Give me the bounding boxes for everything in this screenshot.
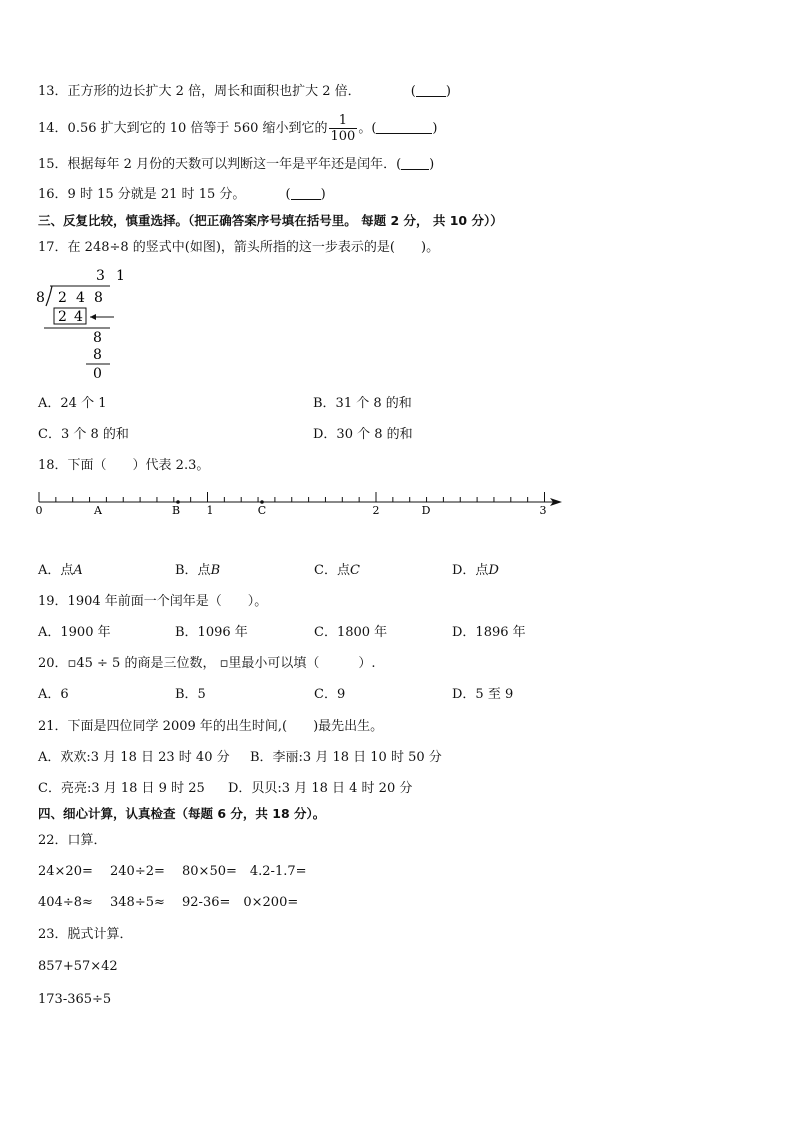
q19-option-d[interactable]: D．1896 年 <box>452 625 526 640</box>
question-20-text: 20．▫45 ÷ 5 的商是三位数， ▫里最小可以填（ ）. <box>38 656 376 671</box>
question-19-text: 19．1904 年前面一个闰年是（ ）。 <box>38 594 268 609</box>
expression-2: 173-365÷5 <box>38 992 112 1007</box>
q19-option-a[interactable]: A．1900 年 <box>38 625 111 640</box>
remainder-0: 0 <box>93 366 102 382</box>
pointer-arrow-icon <box>90 314 96 320</box>
number-line <box>30 484 570 520</box>
question-13-text: 13．正方形的边长扩大 2 倍，周长和面积也扩大 2 倍． <box>38 84 361 99</box>
numberline-label-2: 2 <box>372 504 380 517</box>
numberline-label-3: 3 <box>539 504 547 517</box>
dividend-digit-8: 8 <box>94 290 103 306</box>
q20-option-b[interactable]: B．5 <box>175 687 206 702</box>
dividend-digit-4: 4 <box>76 290 85 306</box>
question-14: 14．0.56 扩大到它的 10 倍等于 560 缩小到它的 $\frac{1}{100}$ 。( ) <box>38 113 438 144</box>
q17-option-d[interactable]: D．30 个 8 的和 <box>313 427 413 442</box>
quotient-digit-3: 3 <box>96 268 105 284</box>
q18-option-d[interactable]: D．点D <box>452 563 499 578</box>
numberline-label-1: 1 <box>206 504 214 517</box>
answer-blank-15[interactable] <box>401 157 429 170</box>
q19-option-b[interactable]: B．1096 年 <box>175 625 248 640</box>
numberline-label-a: A <box>94 504 102 517</box>
question-14-text: 14．0.56 扩大到它的 10 倍等于 560 缩小到它的 <box>38 121 328 136</box>
q17-option-c[interactable]: C．3 个 8 的和 <box>38 427 129 442</box>
long-division-figure <box>30 262 130 386</box>
mental-math-row-2: 404÷8≈ 348÷5≈ 92-36= 0×200= <box>38 895 299 910</box>
numberline-label-d: D <box>421 504 431 517</box>
question-17-text: 17．在 248÷8 的竖式中(如图)，箭头所指的这一步表示的是( )。 <box>38 240 440 255</box>
q20-option-a[interactable]: A．6 <box>38 687 69 702</box>
question-18-text: 18．下面（ ）代表 2.3。 <box>38 458 210 473</box>
step1-digit-2: 2 <box>58 309 67 325</box>
q21-option-c[interactable]: C．亮亮:3 月 18 日 9 时 25 <box>38 781 205 796</box>
q20-option-d[interactable]: D．5 至 9 <box>452 687 514 702</box>
answer-blank-13[interactable] <box>416 84 446 97</box>
question-21-text: 21．下面是四位同学 2009 年的出生时间,( )最先出生。 <box>38 719 384 734</box>
q17-option-b[interactable]: B．31 个 8 的和 <box>313 396 412 411</box>
q21-option-b[interactable]: B．李丽:3 月 18 日 10 时 50 分 <box>250 750 442 765</box>
question-22-text: 22．口算． <box>38 833 107 848</box>
numberline-label-b: B <box>171 504 181 517</box>
numberline-label-c: C <box>257 504 267 517</box>
question-15-text: 15．根据每年 2 月份的天数可以判断这一年是平年还是闰年．( <box>38 157 402 172</box>
step3-8: 8 <box>93 347 102 363</box>
q17-option-a[interactable]: A．24 个 1 <box>38 396 107 411</box>
q18-option-c[interactable]: C．点C <box>314 563 360 578</box>
q21-option-a[interactable]: A．欢欢:3 月 18 日 23 时 40 分 <box>38 750 230 765</box>
fraction-1-100: $\frac{1}{100}$ <box>330 113 356 144</box>
answer-blank-16[interactable] <box>291 187 321 200</box>
step2-8: 8 <box>93 330 102 346</box>
section-3-title: 三、反复比较，慎重选择。（把正确答案序号填在括号里。 每题 2 分， 共 10 分）） <box>38 213 503 228</box>
section-4-title: 四、细心计算，认真检查（每题 6 分，共 18 分）。 <box>38 806 326 821</box>
expression-1: 857+57×42 <box>38 959 118 974</box>
number-line-ticks <box>39 492 545 502</box>
question-13: 13．正方形的边长扩大 2 倍，周长和面积也扩大 2 倍． ( ) <box>38 84 451 99</box>
dividend-digit-2: 2 <box>58 290 67 306</box>
quotient-digit-1: 1 <box>116 268 125 284</box>
q18-option-b[interactable]: B．点B <box>175 563 221 578</box>
question-15: 15．根据每年 2 月份的天数可以判断这一年是平年还是闰年．( ) <box>38 157 435 172</box>
question-16-text: 16．9 时 15 分就是 21 时 15 分。 <box>38 187 246 202</box>
answer-blank-14[interactable] <box>376 121 432 134</box>
question-23-text: 23．脱式计算． <box>38 927 133 942</box>
divisor-8: 8 <box>36 290 45 306</box>
q21-option-d[interactable]: D．贝贝:3 月 18 日 4 时 20 分 <box>228 781 413 796</box>
q20-option-c[interactable]: C．9 <box>314 687 346 702</box>
numberline-label-0: 0 <box>35 504 43 517</box>
q18-option-a[interactable]: A．点A <box>38 563 83 578</box>
step1-digit-4: 4 <box>74 309 83 325</box>
q19-option-c[interactable]: C．1800 年 <box>314 625 388 640</box>
question-16: 16．9 时 15 分就是 21 时 15 分。 ( ) <box>38 187 326 202</box>
mental-math-row-1: 24×20= 240÷2= 80×50= 4.2-1.7= <box>38 864 307 879</box>
